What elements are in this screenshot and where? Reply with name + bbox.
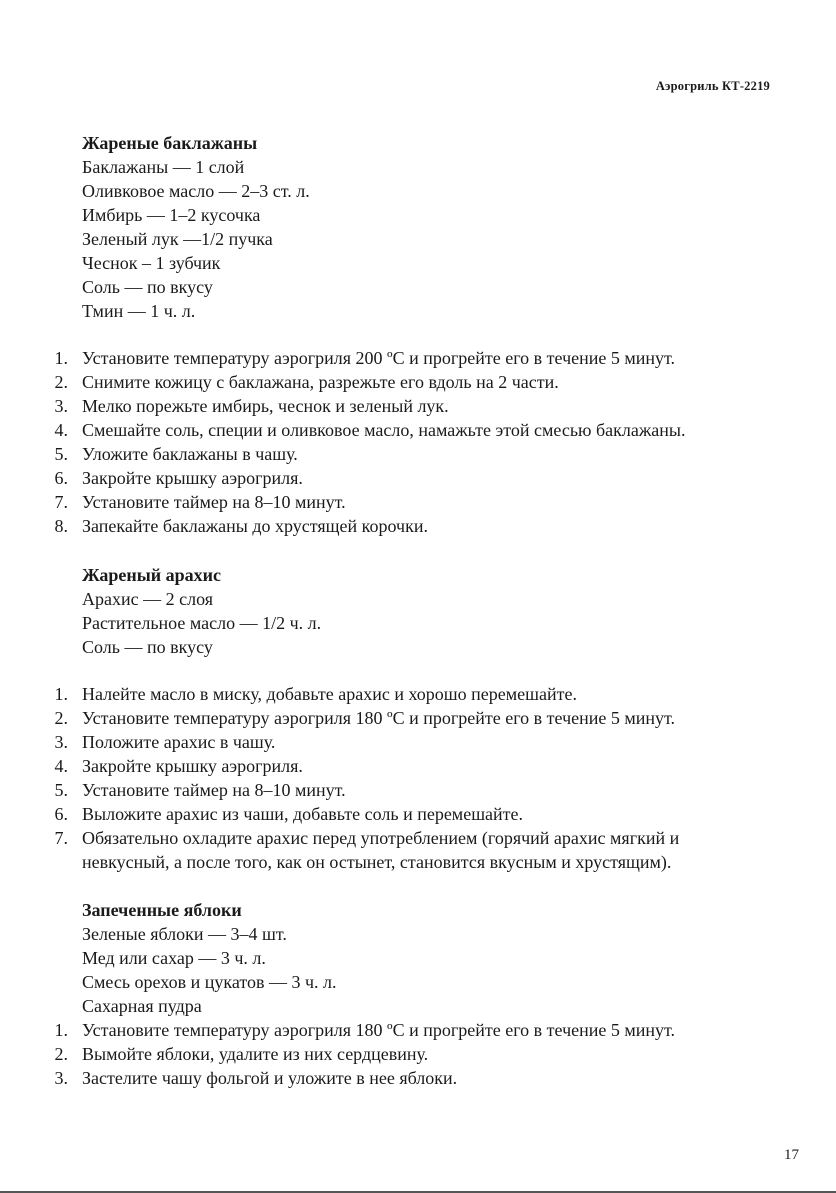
step-number: 6.: [54, 804, 68, 824]
ingredient-line: Арахис — 2 слоя: [82, 589, 214, 609]
ingredient-line: Зеленый лук —1/2 пучка: [82, 229, 273, 249]
ingredient-line: Соль — по вкусу: [82, 277, 213, 297]
step-text: Снимите кожицу с баклажана, разрежьте его вдоль на 2 части.: [82, 372, 559, 392]
step-number: 5.: [54, 444, 68, 464]
step-number: 2.: [54, 372, 68, 392]
step-number: 1.: [54, 684, 68, 704]
step-number: 2.: [54, 708, 68, 728]
ingredient-line: Мед или сахар — 3 ч. л.: [82, 948, 266, 968]
step-number: 2.: [54, 1044, 68, 1064]
step-text: Уложите баклажаны в чашу.: [82, 444, 298, 464]
step-number: 7.: [54, 492, 68, 512]
ingredient-line: Смесь орехов и цукатов — 3 ч. л.: [82, 972, 337, 992]
ingredient-line: Оливковое масло — 2–3 ст. л.: [82, 181, 310, 201]
step-text: Установите температуру аэрогриля 180 ºС и прогрейте его в течение 5 минут.: [82, 708, 676, 728]
step-number: 3.: [54, 732, 68, 752]
step-number: 4.: [54, 756, 68, 776]
step-text: Запекайте баклажаны до хрустящей корочки.: [82, 516, 428, 536]
step-text: Установите температуру аэрогриля 180 ºС и прогрейте его в течение 5 минут.: [82, 1020, 676, 1040]
header-title: Аэрогриль КТ-2219: [655, 79, 770, 93]
ingredient-line: Зеленые яблоки — 3–4 шт.: [82, 924, 287, 944]
ingredient-line: Чеснок – 1 зубчик: [82, 253, 221, 273]
step-number: 3.: [54, 1068, 68, 1088]
step-text: Положите арахис в чашу.: [82, 732, 276, 752]
step-text: Налейте масло в миску, добавьте арахис и хорошо перемешайте.: [82, 684, 577, 704]
step-text: Установите таймер на 8–10 минут.: [82, 780, 346, 800]
step-text: Вымойте яблоки, удалите из них сердцевину.: [82, 1044, 429, 1064]
ingredient-line: Растительное масло — 1/2 ч. л.: [82, 613, 322, 633]
step-number: 5.: [54, 780, 68, 800]
step-number: 7.: [54, 828, 68, 848]
step-number: 6.: [54, 468, 68, 488]
step-text: Застелите чашу фольгой и уложите в нее яблоки.: [82, 1068, 458, 1088]
recipe-title: Жареный арахис: [82, 565, 222, 585]
ingredient-line: Тмин — 1 ч. л.: [82, 301, 196, 321]
step-number: 8.: [54, 516, 68, 536]
step-text: Установите таймер на 8–10 минут.: [82, 492, 346, 512]
recipe-title: Запеченные яблоки: [82, 900, 242, 920]
step-text: Закройте крышку аэрогриля.: [82, 468, 303, 488]
step-text: Установите температуру аэрогриля 200 ºС и прогрейте его в течение 5 минут.: [82, 348, 676, 368]
step-text: Выложите арахис из чаши, добавьте соль и перемешайте.: [82, 804, 524, 824]
step-text: Смешайте соль, специи и оливковое масло, намажьте этой смесью баклажаны.: [82, 420, 686, 440]
step-number: 1.: [54, 1020, 68, 1040]
page-number: 17: [784, 1147, 799, 1163]
ingredient-line: Баклажаны — 1 слой: [82, 157, 245, 177]
ingredient-line: Имбирь — 1–2 кусочка: [82, 205, 261, 225]
step-text: Обязательно охладите арахис перед употреблением (горячий арахис мягкий и: [82, 828, 680, 848]
step-number: 4.: [54, 420, 68, 440]
recipe-title: Жареные баклажаны: [82, 133, 258, 153]
step-text: невкусный, а после того, как он остынет, становится вкусным и хрустящим).: [82, 852, 672, 872]
step-number: 1.: [54, 348, 68, 368]
ingredient-line: Соль — по вкусу: [82, 637, 213, 657]
ingredient-line: Сахарная пудра: [82, 996, 202, 1016]
step-text: Мелко порежьте имбирь, чеснок и зеленый лук.: [82, 396, 449, 416]
step-text: Закройте крышку аэрогриля.: [82, 756, 303, 776]
step-number: 3.: [54, 396, 68, 416]
